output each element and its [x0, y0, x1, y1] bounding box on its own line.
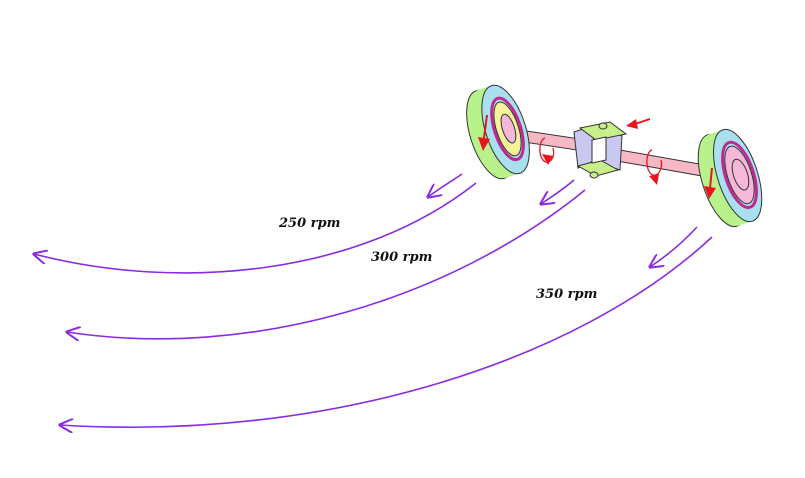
diff-window — [592, 137, 606, 163]
trajectory-paths — [34, 174, 712, 427]
input-arrow-head — [626, 119, 638, 129]
path-350-upper — [650, 227, 697, 267]
path-350-lower — [60, 237, 712, 427]
differential — [574, 122, 626, 178]
path-250-upper — [428, 174, 462, 197]
label-300-rpm: 300 rpm — [371, 250, 433, 265]
left-wheel — [457, 80, 539, 185]
diff-bottom-pin — [590, 172, 598, 178]
right-shaft-rotation-head — [649, 174, 659, 185]
right-wheel — [689, 124, 772, 233]
diff-top-pin — [599, 123, 607, 129]
path-300-upper — [541, 180, 574, 204]
path-300-lower — [67, 190, 585, 339]
input-arrow-line — [635, 119, 650, 124]
label-350-rpm: 350 rpm — [536, 287, 598, 302]
label-250-rpm: 250 rpm — [279, 216, 341, 231]
